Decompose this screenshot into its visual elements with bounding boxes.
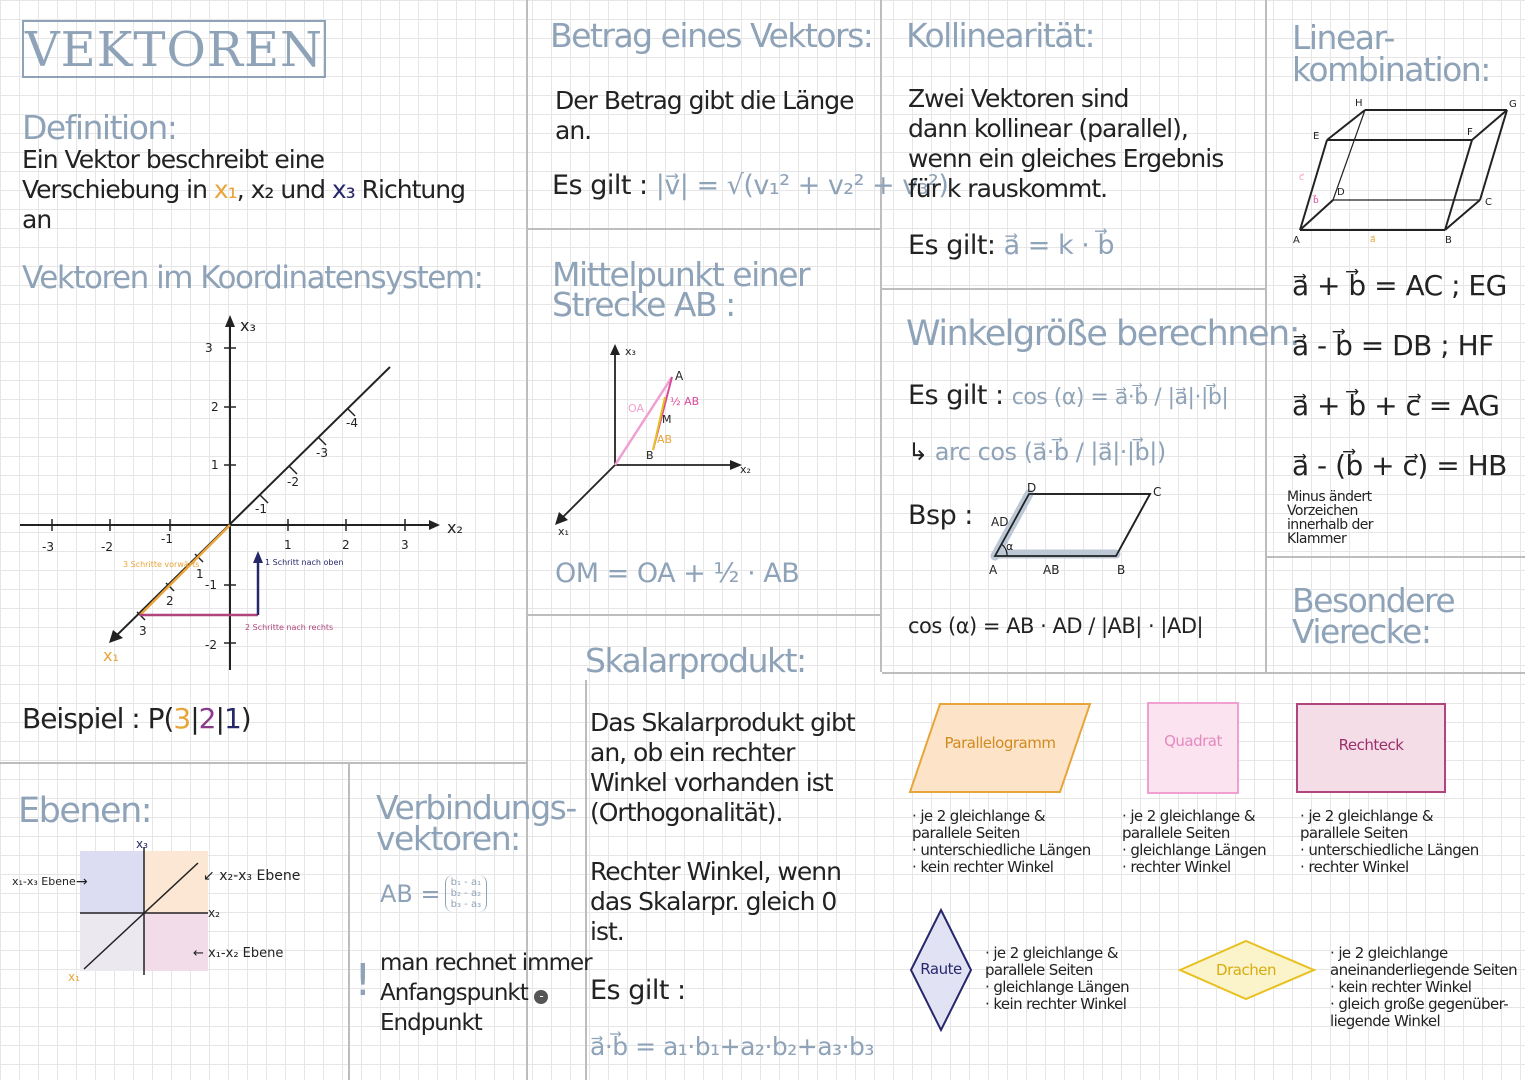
scalar-line: das Skalarpr. gleich 0 bbox=[590, 887, 837, 916]
connection-line: man rechnet immer bbox=[380, 950, 592, 976]
magnitude-text bbox=[555, 86, 854, 146]
divider bbox=[528, 228, 880, 230]
tick-label: -1 bbox=[205, 578, 217, 592]
page-title: VEKTOREN bbox=[22, 20, 326, 78]
angle-bsp: Bsp : bbox=[908, 500, 973, 531]
tick-label: -3 bbox=[42, 540, 54, 554]
scalar-formula: a⃗·b⃗ = a₁·b₁+a₂·b₂+a₃·b₃ bbox=[590, 1032, 874, 1061]
planes-x2: x₂ bbox=[208, 906, 220, 920]
forward-path bbox=[140, 525, 230, 615]
up-arrow bbox=[253, 551, 263, 563]
divider bbox=[348, 762, 350, 1080]
label-AB: AB bbox=[657, 433, 673, 446]
planes-x3: x₃ bbox=[136, 837, 148, 851]
definition-line: Verschiebung in x₁, x₂ und x₃ Richtung bbox=[22, 175, 465, 204]
divider bbox=[526, 0, 528, 1080]
formula-row: b₂ - a₂ bbox=[450, 888, 482, 899]
formula-row: b₁ - a₁ bbox=[450, 877, 482, 888]
axis-label-x1: x₁ bbox=[103, 646, 119, 665]
midpoint-formula: OM = OA + ½ · AB bbox=[555, 558, 800, 589]
tick-label: -3 bbox=[316, 446, 328, 460]
vector-b: b⃗ bbox=[1313, 196, 1319, 206]
point-M: M bbox=[662, 413, 672, 426]
label-AD: AD bbox=[991, 515, 1009, 529]
x3-arrow bbox=[225, 315, 235, 327]
label-AB: AB bbox=[1043, 563, 1060, 577]
vertex-G: G bbox=[1509, 99, 1517, 110]
x1x2-label: ← x₁-x₂ Ebene bbox=[193, 946, 284, 961]
tick-label: 2 bbox=[211, 400, 219, 414]
midpoint-diagram bbox=[550, 335, 770, 545]
vertex-B: B bbox=[1445, 235, 1452, 246]
point-A: A bbox=[989, 563, 998, 577]
linear-equation: a⃗ - b⃗ = DB ; HF bbox=[1292, 329, 1494, 362]
midpoint-x1: x₁ bbox=[558, 525, 569, 538]
minus-note: Minus ändert Vorzeichen innerhalb der Klammer bbox=[1287, 489, 1373, 547]
tick-label: -1 bbox=[255, 502, 267, 516]
rhombus-label: Raute bbox=[920, 960, 962, 978]
linear-equation: a⃗ + b⃗ = AC ; EG bbox=[1292, 269, 1507, 302]
midpoint-x3: x₃ bbox=[625, 345, 636, 358]
scalar-line: Rechter Winkel, wenn bbox=[590, 857, 841, 886]
tick-label: 3 bbox=[205, 341, 213, 355]
scalar-text bbox=[590, 708, 855, 828]
connection-heading: Verbindungs- vektoren: bbox=[376, 788, 576, 858]
rhombus-shape bbox=[908, 908, 974, 1032]
collinearity-text bbox=[908, 84, 1223, 204]
collinearity-formula: Es gilt: a⃗ = k · b⃗ bbox=[908, 230, 1114, 261]
linear-combination-heading: Linear- kombination: bbox=[1292, 18, 1490, 89]
tick-label: 3 bbox=[401, 538, 409, 552]
rectangle-shape bbox=[1296, 703, 1446, 793]
axis-label-x2: x₂ bbox=[447, 518, 463, 537]
scalar-text-2 bbox=[590, 857, 841, 947]
linear-equation: a⃗ - (b⃗ + c⃗) = HB bbox=[1292, 449, 1507, 482]
rectangle-props: · je 2 gleichlange & parallele Seiten · unterschiedliche Längen · rechter Winkel bbox=[1300, 807, 1479, 876]
vector-c: c⃗ bbox=[1299, 173, 1304, 183]
divider bbox=[528, 614, 880, 616]
x1x3-label: x₁-x₃ Ebene bbox=[12, 875, 76, 888]
tick-label: 2 bbox=[342, 538, 350, 552]
divider bbox=[1267, 556, 1525, 558]
magnitude-formula: Es gilt : |v⃗| = √(v₁² + v₂² + v₃²) bbox=[552, 170, 949, 201]
parallelogram-props: · je 2 gleichlange & parallele Seiten · unterschiedliche Längen · kein rechter Winkel bbox=[912, 807, 1091, 876]
note-forward: 3 Schritte vorwärts bbox=[123, 560, 200, 569]
definition-text bbox=[22, 145, 465, 235]
note-right: 2 Schritte nach rechts bbox=[245, 623, 334, 632]
connection-formula: AB = b₁ - a₁ b₂ - a₂ b₃ - a₃ bbox=[380, 875, 487, 912]
point-C: C bbox=[1153, 485, 1162, 499]
vertex-E: E bbox=[1313, 131, 1320, 142]
kite-label: Drachen bbox=[1216, 961, 1276, 979]
square-label: Quadrat bbox=[1164, 732, 1222, 750]
divider bbox=[0, 762, 526, 764]
divider bbox=[880, 0, 882, 672]
formula-row: b₃ - a₃ bbox=[450, 899, 482, 910]
parallelogram-shape bbox=[905, 700, 1095, 796]
point-B: B bbox=[646, 449, 654, 462]
parallelogram-label: Parallelogramm bbox=[944, 734, 1056, 752]
tick-label: -1 bbox=[161, 532, 173, 546]
midpoint-heading: Mittelpunkt einer Strecke AB : bbox=[552, 255, 810, 324]
x2-arrow bbox=[429, 520, 440, 530]
arccos-formula: ↳ arc cos (a⃗·b⃗ / |a⃗|·|b⃗|) bbox=[908, 438, 1166, 466]
example-point: Beispiel : P(3|2|1) bbox=[22, 702, 251, 735]
vertex-H: H bbox=[1355, 98, 1363, 109]
point-B: B bbox=[1117, 563, 1126, 577]
definition-line: Ein Vektor beschreibt eine bbox=[22, 145, 324, 174]
tick-label: 3 bbox=[139, 624, 147, 638]
tick-label: -2 bbox=[101, 540, 113, 554]
connection-line: Endpunkt bbox=[380, 1010, 482, 1036]
planes-heading: Ebenen: bbox=[18, 791, 152, 831]
scalar-line: (Orthogonalität). bbox=[590, 798, 783, 827]
square-shape bbox=[1147, 702, 1239, 794]
midpoint-x2: x₂ bbox=[740, 463, 751, 476]
tick-label: -4 bbox=[346, 416, 358, 430]
label-OA: OA bbox=[628, 402, 644, 415]
vertex-F: F bbox=[1467, 127, 1473, 138]
connection-text bbox=[380, 948, 592, 1038]
scalar-line: Das Skalarprodukt gibt bbox=[590, 708, 855, 737]
definition-line: an bbox=[22, 205, 52, 234]
planes-x1: x₁ bbox=[68, 970, 80, 984]
collinearity-line: Zwei Vektoren sind bbox=[908, 84, 1129, 113]
coordinate-system-heading: Vektoren im Koordinatensystem: bbox=[22, 260, 483, 296]
definition-heading: Definition: bbox=[22, 108, 177, 147]
point-D: D bbox=[1027, 481, 1037, 495]
x1x2-plane bbox=[144, 913, 208, 971]
warning-icon: ! bbox=[354, 955, 372, 1006]
magnitude-line: Der Betrag gibt die Länge bbox=[555, 86, 854, 115]
scalar-line: Winkel vorhanden ist bbox=[590, 768, 833, 797]
vector-a: a⃗ bbox=[1370, 235, 1376, 245]
linear-equations bbox=[1292, 256, 1507, 496]
point-A: A bbox=[675, 369, 684, 383]
vertex-C: C bbox=[1485, 197, 1492, 208]
rhombus-props: · je 2 gleichlange & parallele Seiten · gleichlange Längen · kein rechter Winkel bbox=[985, 944, 1130, 1013]
magnitude-heading: Betrag eines Vektors: bbox=[550, 16, 873, 55]
angle-formula: Es gilt : cos (α) = a⃗·b⃗ / |a⃗|·|b⃗| bbox=[908, 380, 1229, 411]
svg-text:→: → bbox=[76, 874, 88, 890]
kite-props: · je 2 gleichlange aneinanderliegende Seiten · kein rechter Winkel · gleich große gegenüber- liegende Winkel bbox=[1330, 944, 1518, 1030]
tick-label: -2 bbox=[205, 638, 217, 652]
square-props: · je 2 gleichlange & parallele Seiten · gleichlange Längen · rechter Winkel bbox=[1122, 807, 1267, 876]
cos-example: cos (α) = AB · AD / |AB| · |AD| bbox=[908, 614, 1204, 638]
scalar-line: an, ob ein rechter bbox=[590, 738, 795, 767]
divider bbox=[882, 288, 1265, 290]
label-half-AB: ½ AB bbox=[670, 395, 700, 408]
tick-label: 1 bbox=[211, 458, 219, 472]
coordinate-system-diagram bbox=[15, 305, 485, 685]
connection-line: Anfangspunkt - bbox=[380, 978, 592, 1008]
tick-label: 2 bbox=[166, 594, 174, 608]
collinearity-line: wenn ein gleiches Ergebnis bbox=[908, 144, 1224, 173]
note-up: 1 Schritt nach oben bbox=[265, 558, 344, 567]
x1-axis bbox=[115, 367, 390, 637]
tick-label: 1 bbox=[196, 567, 204, 581]
tick-label: -2 bbox=[287, 475, 299, 489]
collinearity-heading: Kollinearität: bbox=[906, 16, 1095, 55]
planes-diagram bbox=[8, 835, 343, 985]
quadrilaterals-heading: Besondere Vierecke: bbox=[1292, 581, 1455, 651]
alpha-label: α bbox=[1006, 540, 1014, 553]
collinearity-line: dann kollinear (parallel), bbox=[908, 114, 1188, 143]
scalar-line: ist. bbox=[590, 917, 624, 946]
linear-equation: a⃗ + b⃗ + c⃗ = AG bbox=[1292, 389, 1500, 422]
x1x3-plane bbox=[80, 851, 144, 913]
parallelepiped-diagram bbox=[1285, 95, 1520, 250]
collinearity-line: für k rauskommt. bbox=[908, 174, 1108, 203]
angle-heading: Winkelgröße berechnen: bbox=[906, 314, 1299, 354]
scalar-heading: Skalarprodukt: bbox=[585, 641, 806, 680]
magnitude-line: an. bbox=[555, 116, 592, 145]
tick-label: 1 bbox=[284, 538, 292, 552]
axis-label-x3: x₃ bbox=[240, 316, 256, 335]
kite-shape bbox=[1178, 938, 1318, 1002]
rectangle-label: Rechteck bbox=[1338, 736, 1404, 754]
scalar-es-gilt: Es gilt : bbox=[590, 975, 686, 1006]
x2x3-label: ↙ x₂-x₃ Ebene bbox=[203, 868, 301, 884]
vertex-D: D bbox=[1337, 187, 1345, 198]
vertex-A: A bbox=[1293, 235, 1300, 246]
angle-example-diagram bbox=[985, 478, 1175, 578]
divider bbox=[882, 672, 1525, 674]
